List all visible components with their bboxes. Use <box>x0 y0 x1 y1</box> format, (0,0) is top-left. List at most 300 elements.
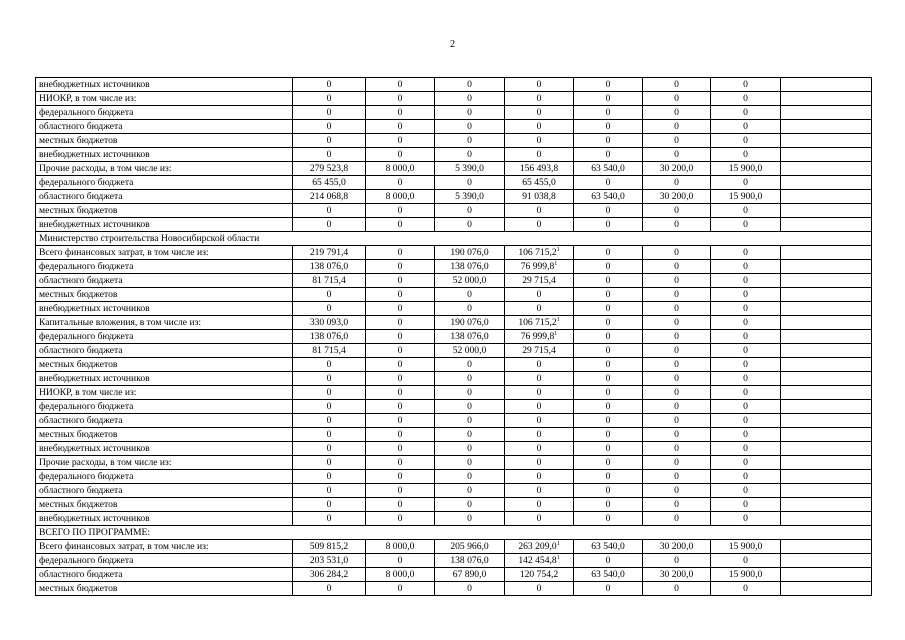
value-cell <box>435 302 505 316</box>
table-row <box>36 456 872 470</box>
cell-value: 0 <box>467 582 472 594</box>
row-label: местных бюджетов <box>36 358 293 372</box>
row-label: НИОКР, в том числе из: <box>36 92 293 106</box>
value-cell <box>505 190 574 204</box>
cell-value: 0 <box>605 288 611 300</box>
cell-value: 0 <box>743 316 748 328</box>
cell-value: 15 900,0 <box>728 568 763 580</box>
cell-value: 0 <box>326 428 332 440</box>
table-row <box>36 512 872 526</box>
cell-value: 0 <box>605 106 611 118</box>
empty-cell <box>781 106 872 120</box>
value-cell <box>643 358 711 372</box>
value-cell <box>711 428 781 442</box>
cell-value: 0 <box>397 302 403 314</box>
value-cell <box>505 400 574 414</box>
cell-value: 91 038,8 <box>522 190 556 202</box>
table-row <box>36 162 872 176</box>
cell-value: 0 <box>674 582 679 594</box>
value-cell <box>574 540 643 554</box>
cell-value: 0 <box>397 316 403 328</box>
cell-value: 0 <box>467 498 472 510</box>
row-label: НИОКР, в том числе из: <box>36 386 293 400</box>
cell-value: 0 <box>743 246 748 258</box>
value-cell <box>505 316 574 330</box>
cell-value: 0 <box>605 442 611 454</box>
value-cell <box>643 246 711 260</box>
empty-cell <box>781 120 872 134</box>
table-row <box>36 344 872 358</box>
cell-value: 0 <box>326 512 332 524</box>
value-cell <box>366 540 435 554</box>
value-cell <box>574 582 643 596</box>
cell-value: 0 <box>674 316 679 328</box>
value-cell <box>711 456 781 470</box>
cell-value: 205 966,0 <box>450 540 489 552</box>
value-cell <box>574 484 643 498</box>
cell-value: 0 <box>397 358 403 370</box>
table-row <box>36 288 872 302</box>
footnote-marker: 1 <box>554 260 558 267</box>
cell-value: 0 <box>605 386 611 398</box>
cell-value: 0 <box>674 414 679 426</box>
value-cell <box>435 414 505 428</box>
value-cell <box>711 470 781 484</box>
cell-value: 0 <box>743 582 748 594</box>
value-cell <box>643 386 711 400</box>
page-number: 2 <box>450 39 455 50</box>
value-cell <box>435 204 505 218</box>
value-cell <box>643 540 711 554</box>
table-row <box>36 554 872 568</box>
row-label: областного бюджета <box>36 120 293 134</box>
row-label: областного бюджета <box>36 190 293 204</box>
value-cell <box>505 386 574 400</box>
cell-value: 15 900,0 <box>728 190 763 202</box>
value-cell <box>293 498 366 512</box>
value-cell <box>293 386 366 400</box>
value-cell <box>366 162 435 176</box>
value-cell <box>293 162 366 176</box>
value-cell <box>711 400 781 414</box>
cell-value: 0 <box>536 134 542 146</box>
value-cell <box>293 120 366 134</box>
cell-value: 0 <box>397 470 403 482</box>
empty-cell <box>781 204 872 218</box>
cell-value: 0 <box>467 372 472 384</box>
cell-value: 0 <box>397 176 403 188</box>
empty-cell <box>781 540 872 554</box>
section-title: Министерство строительства Новосибирской области <box>36 232 872 246</box>
value-cell <box>435 246 505 260</box>
footnote-marker: 1 <box>556 554 560 561</box>
value-cell <box>435 330 505 344</box>
cell-value: 0 <box>536 512 542 524</box>
table-row <box>36 134 872 148</box>
value-cell <box>366 148 435 162</box>
value-cell <box>505 372 574 386</box>
cell-value: 0 <box>536 106 542 118</box>
empty-cell <box>781 78 872 92</box>
empty-cell <box>781 498 872 512</box>
value-cell <box>643 554 711 568</box>
empty-cell <box>781 260 872 274</box>
row-label: областного бюджета <box>36 274 293 288</box>
row-label: областного бюджета <box>36 568 293 582</box>
cell-value: 0 <box>397 582 403 594</box>
cell-value: 8 000,0 <box>385 540 415 552</box>
value-cell <box>293 428 366 442</box>
value-cell <box>643 120 711 134</box>
cell-value: 0 <box>743 414 748 426</box>
value-cell <box>505 246 574 260</box>
value-cell <box>505 442 574 456</box>
value-cell <box>574 106 643 120</box>
value-cell <box>711 176 781 190</box>
value-cell <box>643 456 711 470</box>
cell-value: 0 <box>536 386 542 398</box>
cell-value: 0 <box>605 358 611 370</box>
value-cell <box>366 484 435 498</box>
value-cell <box>711 372 781 386</box>
row-label: федерального бюджета <box>36 400 293 414</box>
cell-value: 263 209,0 <box>518 540 557 552</box>
cell-value: 106 715,2 <box>518 246 557 258</box>
row-label: федерального бюджета <box>36 330 293 344</box>
table-body <box>36 78 872 596</box>
cell-value: 214 068,8 <box>309 190 349 202</box>
financing-table <box>35 77 872 596</box>
cell-value: 0 <box>397 386 403 398</box>
cell-value: 0 <box>397 246 403 258</box>
value-cell <box>711 260 781 274</box>
value-cell <box>366 428 435 442</box>
value-cell <box>643 134 711 148</box>
cell-value: 30 200,0 <box>659 540 694 552</box>
value-cell <box>643 218 711 232</box>
cell-value: 0 <box>326 78 332 90</box>
value-cell <box>293 456 366 470</box>
cell-value: 0 <box>397 554 403 566</box>
cell-value: 0 <box>467 512 472 524</box>
cell-value: 0 <box>397 106 403 118</box>
cell-value: 0 <box>605 78 611 90</box>
cell-value: 0 <box>536 582 542 594</box>
cell-value: 0 <box>326 400 332 412</box>
value-cell <box>643 260 711 274</box>
cell-value: 0 <box>674 120 679 132</box>
value-cell <box>574 498 643 512</box>
cell-value: 0 <box>397 78 403 90</box>
value-cell <box>505 330 574 344</box>
value-cell <box>366 92 435 106</box>
value-cell <box>574 512 643 526</box>
value-cell <box>435 372 505 386</box>
cell-value: 0 <box>743 498 748 510</box>
row-label: местных бюджетов <box>36 288 293 302</box>
value-cell <box>293 540 366 554</box>
cell-value: 190 076,0 <box>450 246 489 258</box>
value-cell <box>435 344 505 358</box>
cell-value: 306 284,2 <box>309 568 349 580</box>
cell-value: 65 455,0 <box>312 176 346 188</box>
cell-value: 0 <box>467 414 472 426</box>
cell-value: 0 <box>605 204 611 216</box>
value-cell <box>711 92 781 106</box>
empty-cell <box>781 134 872 148</box>
value-cell <box>505 176 574 190</box>
cell-value: 0 <box>605 344 611 356</box>
value-cell <box>435 260 505 274</box>
cell-value: 0 <box>674 456 679 468</box>
value-cell <box>505 554 574 568</box>
value-cell <box>366 498 435 512</box>
table-row <box>36 204 872 218</box>
value-cell <box>435 274 505 288</box>
value-cell <box>435 484 505 498</box>
table-row <box>36 400 872 414</box>
cell-value: 0 <box>605 316 611 328</box>
cell-value: 0 <box>397 274 403 286</box>
value-cell <box>293 92 366 106</box>
cell-value: 0 <box>326 414 332 426</box>
value-cell <box>505 358 574 372</box>
value-cell <box>505 288 574 302</box>
cell-value: 0 <box>397 260 403 272</box>
cell-value: 0 <box>326 148 332 160</box>
value-cell <box>505 484 574 498</box>
value-cell <box>293 260 366 274</box>
value-cell <box>505 274 574 288</box>
cell-value: 0 <box>326 92 332 104</box>
cell-value: 81 715,4 <box>312 344 346 356</box>
row-label: местных бюджетов <box>36 582 293 596</box>
cell-value: 0 <box>743 428 748 440</box>
value-cell <box>574 204 643 218</box>
value-cell <box>505 134 574 148</box>
value-cell <box>505 512 574 526</box>
cell-value: 76 999,8 <box>520 330 555 342</box>
cell-value: 0 <box>674 442 679 454</box>
value-cell <box>435 442 505 456</box>
cell-value: 0 <box>397 428 403 440</box>
value-cell <box>643 162 711 176</box>
cell-value: 0 <box>743 148 748 160</box>
cell-value: 120 754,2 <box>519 568 559 580</box>
row-label: федерального бюджета <box>36 470 293 484</box>
table-row <box>36 568 872 582</box>
value-cell <box>293 344 366 358</box>
value-cell <box>643 470 711 484</box>
cell-value: 15 900,0 <box>728 540 763 552</box>
empty-cell <box>781 316 872 330</box>
value-cell <box>435 512 505 526</box>
cell-value: 30 200,0 <box>659 162 694 174</box>
value-cell <box>293 554 366 568</box>
cell-value: 0 <box>743 484 748 496</box>
value-cell <box>505 344 574 358</box>
cell-value: 0 <box>397 400 403 412</box>
value-cell <box>366 358 435 372</box>
value-cell <box>643 316 711 330</box>
cell-value: 0 <box>674 260 679 272</box>
value-cell <box>711 246 781 260</box>
cell-value: 0 <box>743 456 748 468</box>
cell-value: 0 <box>467 386 472 398</box>
value-cell <box>643 512 711 526</box>
value-cell <box>366 302 435 316</box>
value-cell <box>366 120 435 134</box>
value-cell <box>711 162 781 176</box>
cell-value: 0 <box>467 176 472 188</box>
cell-value: 0 <box>326 218 332 230</box>
value-cell <box>574 148 643 162</box>
empty-cell <box>781 554 872 568</box>
empty-cell <box>781 330 872 344</box>
cell-value: 0 <box>605 120 611 132</box>
value-cell <box>643 92 711 106</box>
row-label: местных бюджетов <box>36 134 293 148</box>
cell-value: 0 <box>605 428 611 440</box>
value-cell <box>366 386 435 400</box>
value-cell <box>574 330 643 344</box>
value-cell <box>574 372 643 386</box>
cell-value: 0 <box>536 204 542 216</box>
cell-value: 0 <box>674 204 679 216</box>
cell-value: 0 <box>674 148 679 160</box>
cell-value: 279 523,8 <box>309 162 349 174</box>
value-cell <box>643 400 711 414</box>
cell-value: 0 <box>605 92 611 104</box>
row-label: местных бюджетов <box>36 428 293 442</box>
cell-value: 0 <box>397 120 403 132</box>
cell-value: 0 <box>674 428 679 440</box>
cell-value: 0 <box>674 78 679 90</box>
cell-value: 0 <box>536 148 542 160</box>
cell-value: 0 <box>605 582 611 594</box>
cell-value: 0 <box>605 148 611 160</box>
value-cell <box>293 190 366 204</box>
value-cell <box>435 498 505 512</box>
value-cell <box>293 442 366 456</box>
footnote-marker: 1 <box>556 316 560 323</box>
cell-value: 0 <box>536 400 542 412</box>
cell-value: 0 <box>743 92 748 104</box>
cell-value: 0 <box>674 218 679 230</box>
cell-value: 0 <box>743 400 748 412</box>
cell-value: 0 <box>467 358 472 370</box>
row-label: федерального бюджета <box>36 176 293 190</box>
cell-value: 0 <box>674 288 679 300</box>
cell-value: 0 <box>397 484 403 496</box>
value-cell <box>711 288 781 302</box>
cell-value: 0 <box>674 470 679 482</box>
table-row <box>36 470 872 484</box>
cell-value: 0 <box>326 372 332 384</box>
row-label: Капитальные вложения, в том числе из: <box>36 316 293 330</box>
cell-value: 0 <box>605 274 611 286</box>
value-cell <box>505 498 574 512</box>
cell-value: 203 531,0 <box>309 554 349 566</box>
cell-value: 0 <box>397 456 403 468</box>
section-row <box>36 526 872 540</box>
empty-cell <box>781 302 872 316</box>
table-row <box>36 442 872 456</box>
cell-value: 0 <box>467 120 472 132</box>
value-cell <box>435 120 505 134</box>
cell-value: 0 <box>605 176 611 188</box>
cell-value: 0 <box>397 204 403 216</box>
value-cell <box>505 428 574 442</box>
cell-value: 0 <box>397 134 403 146</box>
value-cell <box>505 568 574 582</box>
cell-value: 0 <box>536 78 542 90</box>
value-cell <box>711 540 781 554</box>
value-cell <box>366 568 435 582</box>
empty-cell <box>781 428 872 442</box>
cell-value: 0 <box>536 288 542 300</box>
value-cell <box>366 78 435 92</box>
cell-value: 0 <box>743 176 748 188</box>
value-cell <box>643 498 711 512</box>
cell-value: 0 <box>326 302 332 314</box>
row-label: внебюджетных источников <box>36 148 293 162</box>
cell-value: 0 <box>397 218 403 230</box>
cell-value: 0 <box>743 274 748 286</box>
cell-value: 0 <box>467 204 472 216</box>
empty-cell <box>781 358 872 372</box>
table-row <box>36 302 872 316</box>
empty-cell <box>781 218 872 232</box>
value-cell <box>574 554 643 568</box>
cell-value: 190 076,0 <box>450 316 489 328</box>
value-cell <box>574 386 643 400</box>
cell-value: 0 <box>467 470 472 482</box>
cell-value: 0 <box>743 204 748 216</box>
empty-cell <box>781 386 872 400</box>
value-cell <box>505 92 574 106</box>
value-cell <box>366 582 435 596</box>
cell-value: 52 000,0 <box>452 344 487 356</box>
value-cell <box>435 400 505 414</box>
cell-value: 0 <box>743 512 748 524</box>
value-cell <box>574 428 643 442</box>
cell-value: 0 <box>605 330 611 342</box>
value-cell <box>435 162 505 176</box>
cell-value: 138 076,0 <box>450 330 489 342</box>
value-cell <box>293 246 366 260</box>
value-cell <box>711 316 781 330</box>
value-cell <box>505 540 574 554</box>
cell-value: 15 900,0 <box>728 162 763 174</box>
value-cell <box>366 176 435 190</box>
value-cell <box>505 470 574 484</box>
row-label: Всего финансовых затрат, в том числе из: <box>36 246 293 260</box>
cell-value: 29 715,4 <box>522 274 556 286</box>
value-cell <box>643 274 711 288</box>
cell-value: 0 <box>326 470 332 482</box>
value-cell <box>711 302 781 316</box>
value-cell <box>293 302 366 316</box>
cell-value: 0 <box>605 498 611 510</box>
cell-value: 0 <box>743 120 748 132</box>
value-cell <box>711 498 781 512</box>
value-cell <box>366 330 435 344</box>
value-cell <box>574 302 643 316</box>
value-cell <box>574 162 643 176</box>
value-cell <box>293 470 366 484</box>
cell-value: 52 000,0 <box>452 274 487 286</box>
